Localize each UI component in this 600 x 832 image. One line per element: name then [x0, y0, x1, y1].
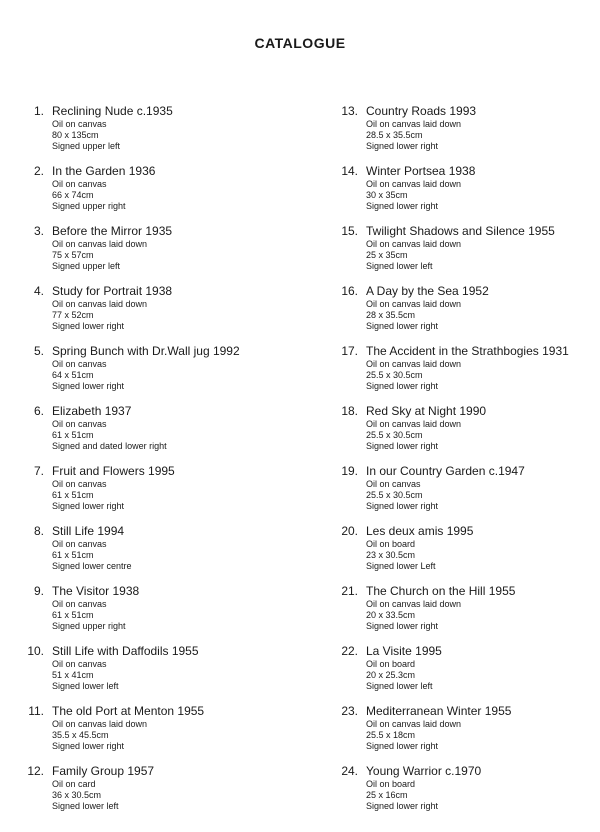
entry-medium: Oil on canvas laid down	[366, 119, 462, 129]
entry-dimensions: 77 x 52cm	[52, 310, 94, 320]
entry-medium: Oil on board	[366, 779, 416, 789]
entry-signature: Signed lower right	[366, 741, 439, 751]
entry-title: Mediterranean Winter 1955	[366, 704, 512, 718]
entry-signature: Signed lower left	[52, 681, 119, 691]
entry-title: Still Life with Daffodils 1955	[52, 644, 199, 658]
entry-signature: Signed lower right	[366, 381, 439, 391]
entry-title: Family Group 1957	[52, 764, 155, 778]
entry-dimensions: 61 x 51cm	[52, 430, 94, 440]
entry-medium: Oil on canvas laid down	[366, 299, 462, 309]
page-title: CATALOGUE	[254, 35, 346, 51]
entry-medium: Oil on canvas laid down	[366, 239, 462, 249]
entry-number: 1.	[33, 104, 44, 118]
entry-medium: Oil on canvas laid down	[52, 719, 148, 729]
entry-number: 18.	[341, 404, 358, 418]
entry-signature: Signed lower left	[366, 261, 433, 271]
entry-signature: Signed upper left	[52, 141, 121, 151]
entry-number: 2.	[33, 164, 44, 178]
entry-signature: Signed upper right	[52, 621, 126, 631]
entry-title: Elizabeth 1937	[52, 404, 132, 418]
catalogue-entry	[330, 164, 600, 224]
catalogue-entry	[16, 524, 306, 584]
entry-number: 14.	[341, 164, 358, 178]
entry-dimensions: 28.5 x 35.5cm	[366, 130, 423, 140]
entry-title: In the Garden 1936	[52, 164, 156, 178]
entry-dimensions: 64 x 51cm	[52, 370, 94, 380]
entry-medium: Oil on canvas laid down	[52, 239, 148, 249]
entry-medium: Oil on canvas laid down	[366, 359, 462, 369]
entry-details	[366, 764, 481, 812]
entry-number: 10.	[27, 644, 44, 658]
entry-details	[366, 464, 525, 512]
entry-signature: Signed lower left	[366, 681, 433, 691]
catalogue-entry	[16, 584, 306, 644]
entry-details	[52, 344, 240, 392]
entry-details	[366, 644, 442, 692]
entry-dimensions: 25.5 x 30.5cm	[366, 370, 423, 380]
entry-number: 21.	[341, 584, 358, 598]
catalogue-entry	[330, 224, 600, 284]
entry-dimensions: 75 x 57cm	[52, 250, 94, 260]
entry-details	[52, 764, 154, 812]
entry-signature: Signed lower right	[366, 801, 439, 811]
entry-details	[52, 224, 172, 272]
entry-number: 11.	[28, 704, 44, 718]
catalogue-column-right	[330, 104, 600, 824]
entry-medium: Oil on canvas	[52, 119, 107, 129]
catalogue-entry	[16, 284, 306, 344]
catalogue-entry	[16, 764, 306, 824]
entry-number: 12.	[27, 764, 44, 778]
entry-signature: Signed lower right	[366, 141, 439, 151]
entry-dimensions: 80 x 135cm	[52, 130, 99, 140]
catalogue-entry	[330, 284, 600, 344]
entry-signature: Signed lower Left	[366, 561, 436, 571]
entry-medium: Oil on canvas	[52, 599, 107, 609]
entry-signature: Signed lower right	[366, 201, 439, 211]
entry-dimensions: 25.5 x 30.5cm	[366, 490, 423, 500]
entry-details	[52, 584, 139, 632]
entry-title: A Day by the Sea 1952	[366, 284, 489, 298]
entry-title: Winter Portsea 1938	[366, 164, 476, 178]
entry-signature: Signed upper right	[52, 201, 126, 211]
entry-dimensions: 35.5 x 45.5cm	[52, 730, 109, 740]
entry-title: The Church on the Hill 1955	[366, 584, 516, 598]
entry-details	[366, 404, 486, 452]
catalogue-entry	[16, 704, 306, 764]
entry-medium: Oil on canvas	[52, 359, 107, 369]
entry-medium: Oil on board	[366, 659, 416, 669]
entry-number: 6.	[33, 404, 44, 418]
entry-signature: Signed lower right	[366, 441, 439, 451]
entry-medium: Oil on canvas laid down	[52, 299, 148, 309]
entry-dimensions: 61 x 51cm	[52, 490, 94, 500]
entry-medium: Oil on canvas laid down	[366, 419, 462, 429]
catalogue-entry	[330, 404, 600, 464]
catalogue-entry	[16, 404, 306, 464]
entry-number: 17.	[341, 344, 358, 358]
entry-dimensions: 25 x 35cm	[366, 250, 408, 260]
entry-dimensions: 23 x 30.5cm	[366, 550, 416, 560]
entry-details	[52, 704, 204, 752]
entry-dimensions: 36 x 30.5cm	[52, 790, 102, 800]
entry-details	[366, 284, 489, 332]
entry-details	[366, 104, 476, 152]
catalogue-entry	[16, 224, 306, 284]
entry-number: 9.	[33, 584, 44, 598]
entry-title: Spring Bunch with Dr.Wall jug 1992	[52, 344, 240, 358]
entry-details	[366, 704, 511, 752]
entry-medium: Oil on canvas laid down	[366, 599, 462, 609]
entry-number: 5.	[33, 344, 44, 358]
entry-title: Still Life 1994	[52, 524, 125, 538]
entry-details	[366, 524, 473, 572]
entry-title: Fruit and Flowers 1995	[52, 464, 175, 478]
entry-signature: Signed lower right	[366, 621, 439, 631]
entry-medium: Oil on canvas laid down	[366, 719, 462, 729]
entry-signature: Signed lower right	[52, 321, 125, 331]
entry-details	[52, 524, 132, 572]
entry-dimensions: 66 x 74cm	[52, 190, 94, 200]
entry-dimensions: 20 x 25.3cm	[366, 670, 416, 680]
entry-dimensions: 61 x 51cm	[52, 610, 94, 620]
entry-number: 7.	[33, 464, 44, 478]
entry-number: 8.	[33, 524, 44, 538]
entry-number: 20.	[341, 524, 358, 538]
entry-title: Reclining Nude c.1935	[52, 104, 173, 118]
entry-number: 19.	[341, 464, 358, 478]
entry-medium: Oil on card	[52, 779, 96, 789]
catalogue-entry	[330, 704, 600, 764]
entry-medium: Oil on board	[366, 539, 416, 549]
entry-number: 4.	[33, 284, 44, 298]
entry-number: 13.	[341, 104, 358, 118]
entry-signature: Signed lower right	[366, 501, 439, 511]
entry-dimensions: 20 x 33.5cm	[366, 610, 416, 620]
catalogue-entry	[16, 344, 306, 404]
entry-medium: Oil on canvas	[52, 179, 107, 189]
entry-signature: Signed upper left	[52, 261, 121, 271]
entry-details	[52, 464, 175, 512]
entry-title: Young Warrior c.1970	[366, 764, 482, 778]
entry-number: 22.	[341, 644, 358, 658]
entry-number: 16.	[341, 284, 358, 298]
entry-title: The Accident in the Strathbogies 1931	[366, 344, 569, 358]
entry-dimensions: 51 x 41cm	[52, 670, 94, 680]
entry-medium: Oil on canvas laid down	[366, 179, 462, 189]
entry-signature: Signed lower right	[366, 321, 439, 331]
entry-title: Before the Mirror 1935	[52, 224, 173, 238]
catalogue-entry	[330, 644, 600, 704]
entry-medium: Oil on canvas	[52, 419, 107, 429]
entry-dimensions: 61 x 51cm	[52, 550, 94, 560]
catalogue-entry	[330, 524, 600, 584]
catalogue-entry	[16, 644, 306, 704]
entry-dimensions: 25.5 x 18cm	[366, 730, 416, 740]
entry-details	[366, 344, 569, 392]
entry-number: 3.	[33, 224, 44, 238]
catalogue-entry	[16, 464, 306, 524]
entry-signature: Signed and dated lower right	[52, 441, 167, 451]
entry-signature: Signed lower right	[52, 741, 125, 751]
entry-title: The Visitor 1938	[52, 584, 140, 598]
catalogue-entry	[330, 104, 600, 164]
entry-dimensions: 28 x 35.5cm	[366, 310, 416, 320]
entry-medium: Oil on canvas	[52, 479, 107, 489]
entry-title: Study for Portrait 1938	[52, 284, 173, 298]
entry-number: 15.	[341, 224, 358, 238]
catalogue-entry	[16, 164, 306, 224]
entry-dimensions: 25 x 16cm	[366, 790, 408, 800]
entry-title: Red Sky at Night 1990	[366, 404, 487, 418]
entry-title: The old Port at Menton 1955	[52, 704, 205, 718]
entry-details	[52, 404, 167, 452]
entry-title: Country Roads 1993	[366, 104, 477, 118]
entry-dimensions: 30 x 35cm	[366, 190, 408, 200]
entry-dimensions: 25.5 x 30.5cm	[366, 430, 423, 440]
catalogue-entry	[330, 464, 600, 524]
entry-details	[52, 284, 172, 332]
entry-title: Les deux amis 1995	[366, 524, 474, 538]
entry-details	[52, 644, 199, 692]
catalogue-entry	[330, 584, 600, 644]
entry-medium: Oil on canvas	[52, 659, 107, 669]
entry-number: 24.	[341, 764, 358, 778]
entry-title: Twilight Shadows and Silence 1955	[366, 224, 555, 238]
catalogue-entry	[330, 764, 600, 824]
entry-medium: Oil on canvas	[366, 479, 421, 489]
entry-details	[366, 584, 515, 632]
entry-details	[366, 164, 475, 212]
catalogue-column-left	[16, 104, 306, 824]
catalogue-entry	[330, 344, 600, 404]
entry-title: La Visite 1995	[366, 644, 442, 658]
entry-signature: Signed lower left	[52, 801, 119, 811]
entry-signature: Signed lower centre	[52, 561, 132, 571]
entry-medium: Oil on canvas	[52, 539, 107, 549]
entry-signature: Signed lower right	[52, 381, 125, 391]
entry-signature: Signed lower right	[52, 501, 125, 511]
catalogue-entry	[16, 104, 306, 164]
entry-title: In our Country Garden c.1947	[366, 464, 525, 478]
entry-details	[366, 224, 555, 272]
entry-details	[52, 104, 173, 152]
entry-number: 23.	[341, 704, 358, 718]
entry-details	[52, 164, 155, 212]
